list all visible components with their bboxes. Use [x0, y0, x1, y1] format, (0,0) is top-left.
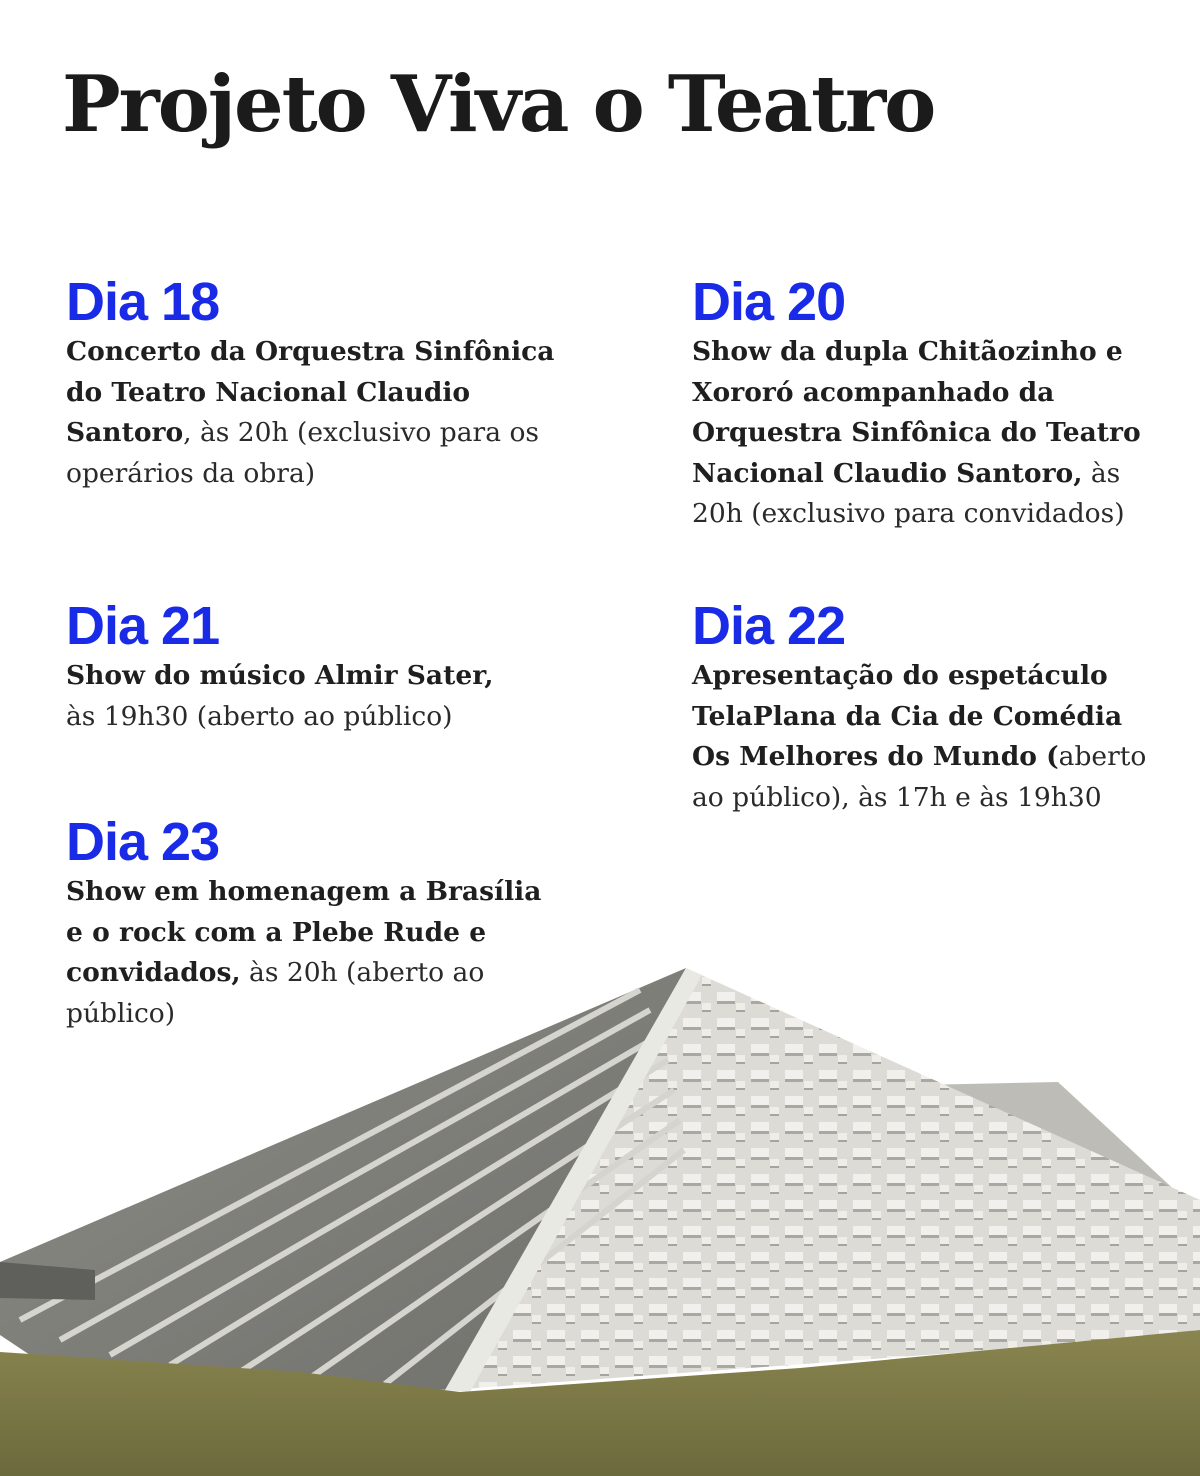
- event-description: [692, 332, 1167, 535]
- event-day-label: Dia 23: [66, 812, 220, 872]
- event-day-label: Dia 22: [692, 596, 846, 656]
- event-description: [692, 656, 1167, 818]
- event-description: [66, 332, 596, 494]
- event-title: Show da dupla Chitãozinho e Xororó acompanhado da Orquestra Sinfônica do Teatro Nacional Claudio Santoro,: [692, 336, 1141, 489]
- theater-building-photo: [0, 960, 1200, 1476]
- event-title: Concerto da Orquestra Sinfônica do Teatro Nacional Claudio Santoro: [66, 336, 555, 448]
- event-title: Apresentação do espetáculo TelaPlana da Cia de Comédia Os Melhores do Mundo (: [692, 660, 1123, 772]
- event-details: às 20h (aberto ao público): [66, 957, 485, 1029]
- event-description: [66, 656, 526, 737]
- event-title: Show do músico Almir Sater,: [66, 660, 494, 691]
- event-day-label: Dia 20: [692, 272, 846, 332]
- event-day-label: Dia 18: [66, 272, 220, 332]
- event-title: Show em homenagem a Brasília e o rock com a Plebe Rude e convidados,: [66, 876, 542, 988]
- event-day-22: [692, 598, 1167, 818]
- event-day-20: [692, 274, 1167, 535]
- event-details: às 20h (exclusivo para convidados): [692, 457, 1125, 529]
- page-title: Projeto Viva o Teatro: [62, 59, 935, 150]
- event-day-label: Dia 21: [66, 596, 220, 656]
- event-details: às 19h30 (aberto ao público): [66, 700, 453, 732]
- event-day-18: [66, 274, 596, 494]
- event-details: , às 20h (exclusivo para os operários da obra): [66, 417, 540, 489]
- event-day-21: [66, 598, 526, 737]
- event-details: aberto ao público), às 17h e às 19h30: [692, 741, 1147, 813]
